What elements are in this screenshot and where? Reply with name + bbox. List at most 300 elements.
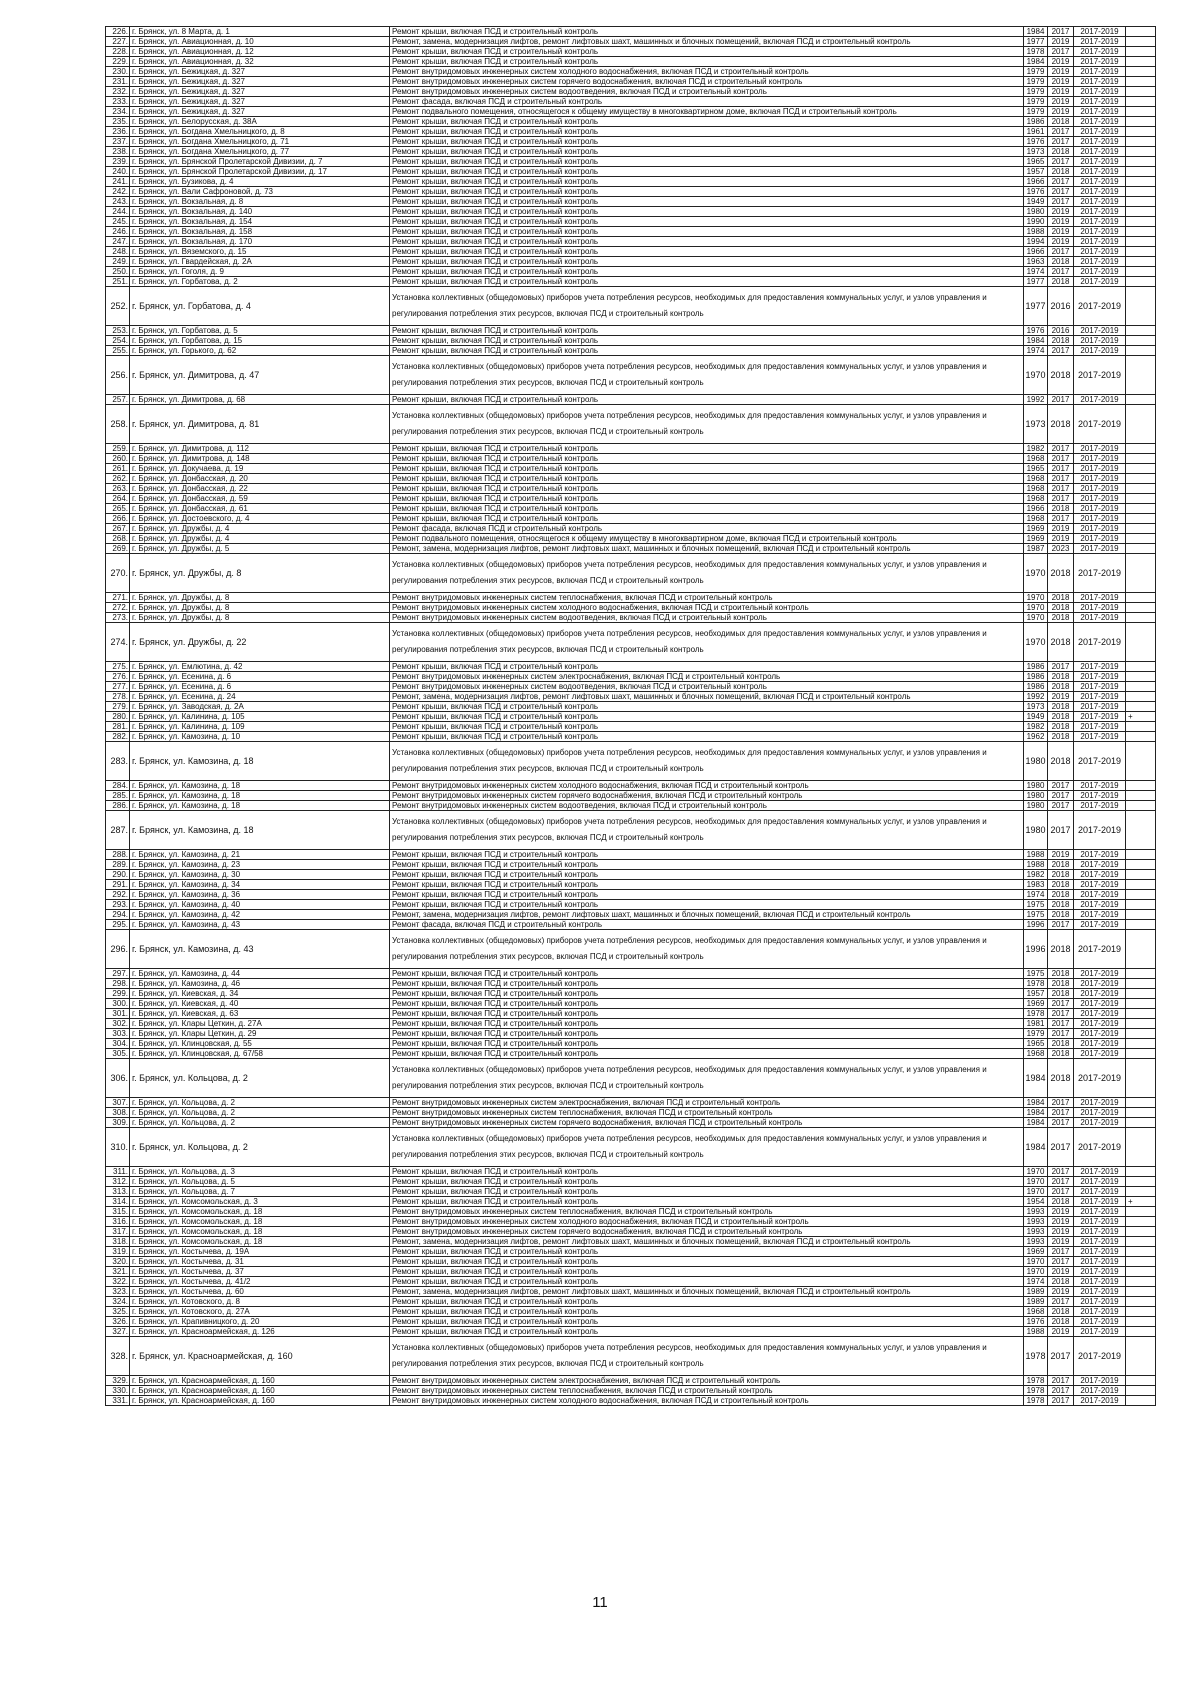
row-number: 252. — [106, 287, 130, 326]
address-cell: г. Брянск, ул. Кольцова, д. 7 — [130, 1187, 390, 1197]
work-type-cell: Ремонт крыши, включая ПСД и строительный контроль — [390, 1247, 1024, 1257]
planned-year-cell: 2017 — [1048, 1108, 1074, 1118]
program-period-cell: 2017-2019 — [1074, 524, 1126, 534]
address-cell: г. Брянск, ул. Комсомольская, д. 3 — [130, 1197, 390, 1207]
address-cell: г. Брянск, ул. Клары Цеткин, д. 29 — [130, 1029, 390, 1039]
row-number: 306. — [106, 1059, 130, 1098]
table-row — [106, 494, 1156, 504]
table-row — [106, 237, 1156, 247]
address-cell: г. Брянск, ул. Богдана Хмельницкого, д. 77 — [130, 147, 390, 157]
build-year-cell: 1970 — [1024, 1167, 1048, 1177]
planned-year-cell: 2019 — [1048, 97, 1074, 107]
work-type-cell: Ремонт внутридомовых инженерных систем электроснабжения, включая ПСД и строительный контроль — [390, 672, 1024, 682]
build-year-cell: 1978 — [1024, 1009, 1048, 1019]
program-period-cell: 2017-2019 — [1074, 37, 1126, 47]
planned-year-cell: 2017 — [1048, 999, 1074, 1009]
build-year-cell: 1966 — [1024, 504, 1048, 514]
build-year-cell: 1996 — [1024, 930, 1048, 969]
work-type-cell: Ремонт крыши, включая ПСД и строительный контроль — [390, 1297, 1024, 1307]
mark-cell — [1126, 593, 1156, 603]
table-row — [106, 1098, 1156, 1108]
table-row — [106, 227, 1156, 237]
work-type-cell: Ремонт крыши, включая ПСД и строительный контроль — [390, 147, 1024, 157]
row-number: 267. — [106, 524, 130, 534]
mark-cell — [1126, 207, 1156, 217]
work-type-cell: Ремонт крыши, включая ПСД и строительный контроль — [390, 267, 1024, 277]
planned-year-cell: 2018 — [1048, 257, 1074, 267]
work-type-cell: Ремонт крыши, включая ПСД и строительный контроль — [390, 137, 1024, 147]
build-year-cell: 1954 — [1024, 1197, 1048, 1207]
mark-cell — [1126, 870, 1156, 880]
mark-cell — [1126, 1396, 1156, 1406]
program-period-cell: 2017-2019 — [1074, 454, 1126, 464]
table-row — [106, 1019, 1156, 1029]
planned-year-cell: 2018 — [1048, 989, 1074, 999]
mark-cell — [1126, 217, 1156, 227]
planned-year-cell: 2018 — [1048, 167, 1074, 177]
planned-year-cell: 2017 — [1048, 1167, 1074, 1177]
row-number: 232. — [106, 87, 130, 97]
work-type-cell: Ремонт крыши, включая ПСД и строительный контроль — [390, 454, 1024, 464]
mark-cell — [1126, 554, 1156, 593]
planned-year-cell: 2017 — [1048, 464, 1074, 474]
table-row — [106, 920, 1156, 930]
build-year-cell: 1983 — [1024, 880, 1048, 890]
build-year-cell: 1993 — [1024, 1217, 1048, 1227]
address-cell: г. Брянск, ул. Дружбы, д. 4 — [130, 534, 390, 544]
work-type-cell: Ремонт внутридомовых инженерных систем электроснабжения, включая ПСД и строительный контроль — [390, 1376, 1024, 1386]
planned-year-cell: 2017 — [1048, 1396, 1074, 1406]
mark-cell — [1126, 267, 1156, 277]
row-number: 293. — [106, 900, 130, 910]
mark-cell — [1126, 177, 1156, 187]
build-year-cell: 1975 — [1024, 910, 1048, 920]
program-period-cell: 2017-2019 — [1074, 117, 1126, 127]
row-number: 316. — [106, 1217, 130, 1227]
mark-cell — [1126, 900, 1156, 910]
build-year-cell: 1994 — [1024, 237, 1048, 247]
planned-year-cell: 2018 — [1048, 870, 1074, 880]
program-period-cell: 2017-2019 — [1074, 1098, 1126, 1108]
mark-cell — [1126, 346, 1156, 356]
work-type-cell: Ремонт внутридомовых инженерных систем теплоснабжения, включая ПСД и строительный контроль — [390, 1207, 1024, 1217]
program-period-cell: 2017-2019 — [1074, 1396, 1126, 1406]
work-type-cell: Ремонт крыши, включая ПСД и строительный контроль — [390, 197, 1024, 207]
work-type-cell: Ремонт крыши, включая ПСД и строительный контроль — [390, 1307, 1024, 1317]
row-number: 295. — [106, 920, 130, 930]
work-type-cell: Ремонт крыши, включая ПСД и строительный контроль — [390, 860, 1024, 870]
table-row — [106, 1277, 1156, 1287]
program-period-cell: 2017-2019 — [1074, 672, 1126, 682]
address-cell: г. Брянск, ул. Бежицкая, д. 327 — [130, 97, 390, 107]
build-year-cell: 1969 — [1024, 534, 1048, 544]
mark-cell — [1126, 1217, 1156, 1227]
address-cell: г. Брянск, ул. Калинина, д. 105 — [130, 712, 390, 722]
mark-cell — [1126, 67, 1156, 77]
build-year-cell: 1970 — [1024, 1177, 1048, 1187]
program-period-cell: 2017-2019 — [1074, 1059, 1126, 1098]
planned-year-cell: 2017 — [1048, 1118, 1074, 1128]
program-period-cell: 2017-2019 — [1074, 910, 1126, 920]
work-type-cell: Установка коллективных (общедомовых) приборов учета потребления ресурсов, необходимых для предоставления коммунальных услуг, и узлов управления и регулирования потребления этих ресурсов, включая ПСД и строительный контроль — [390, 1337, 1024, 1376]
planned-year-cell: 2018 — [1048, 979, 1074, 989]
row-number: 247. — [106, 237, 130, 247]
program-period-cell: 2017-2019 — [1074, 107, 1126, 117]
address-cell: г. Брянск, ул. Богдана Хмельницкого, д. 71 — [130, 137, 390, 147]
register-table — [105, 26, 1156, 1406]
build-year-cell: 1988 — [1024, 227, 1048, 237]
row-number: 318. — [106, 1237, 130, 1247]
work-type-cell: Ремонт крыши, включая ПСД и строительный контроль — [390, 732, 1024, 742]
mark-cell — [1126, 1317, 1156, 1327]
work-type-cell: Ремонт внутридомовых инженерных систем электроснабжения, включая ПСД и строительный контроль — [390, 1098, 1024, 1108]
row-number: 308. — [106, 1108, 130, 1118]
mark-cell — [1126, 1327, 1156, 1337]
table-row — [106, 999, 1156, 1009]
table-row — [106, 37, 1156, 47]
program-period-cell: 2017-2019 — [1074, 247, 1126, 257]
address-cell: г. Брянск, ул. Авиационная, д. 12 — [130, 47, 390, 57]
planned-year-cell: 2017 — [1048, 662, 1074, 672]
address-cell: г. Брянск, ул. Дружбы, д. 22 — [130, 623, 390, 662]
work-type-cell: Ремонт крыши, включая ПСД и строительный контроль — [390, 177, 1024, 187]
address-cell: г. Брянск, ул. Димитрова, д. 112 — [130, 444, 390, 454]
address-cell: г. Брянск, ул. Кольцова, д. 2 — [130, 1128, 390, 1167]
address-cell: г. Брянск, ул. Донбасская, д. 22 — [130, 484, 390, 494]
register-table-container — [105, 26, 1155, 1406]
program-period-cell: 2017-2019 — [1074, 692, 1126, 702]
address-cell: г. Брянск, ул. Клинцовская, д. 55 — [130, 1039, 390, 1049]
row-number: 302. — [106, 1019, 130, 1029]
address-cell: г. Брянск, ул. Кольцова, д. 2 — [130, 1059, 390, 1098]
mark-cell — [1126, 1177, 1156, 1187]
address-cell: г. Брянск, ул. Крапивницкого, д. 20 — [130, 1317, 390, 1327]
mark-cell — [1126, 127, 1156, 137]
row-number: 312. — [106, 1177, 130, 1187]
work-type-cell: Установка коллективных (общедомовых) приборов учета потребления ресурсов, необходимых для предоставления коммунальных услуг, и узлов управления и регулирования потребления этих ресурсов, включая ПСД и строительный контроль — [390, 287, 1024, 326]
row-number: 258. — [106, 405, 130, 444]
row-number: 310. — [106, 1128, 130, 1167]
planned-year-cell: 2018 — [1048, 1317, 1074, 1327]
planned-year-cell: 2019 — [1048, 1217, 1074, 1227]
build-year-cell: 1970 — [1024, 613, 1048, 623]
address-cell: г. Брянск, ул. Есенина, д. 6 — [130, 682, 390, 692]
program-period-cell: 2017-2019 — [1074, 177, 1126, 187]
row-number: 296. — [106, 930, 130, 969]
program-period-cell: 2017-2019 — [1074, 920, 1126, 930]
row-number: 280. — [106, 712, 130, 722]
planned-year-cell: 2018 — [1048, 930, 1074, 969]
row-number: 274. — [106, 623, 130, 662]
row-number: 329. — [106, 1376, 130, 1386]
table-row — [106, 534, 1156, 544]
mark-cell — [1126, 1267, 1156, 1277]
build-year-cell: 1986 — [1024, 117, 1048, 127]
table-row — [106, 672, 1156, 682]
register-table-body — [106, 27, 1156, 1406]
table-row — [106, 930, 1156, 969]
table-row — [106, 544, 1156, 554]
build-year-cell: 1988 — [1024, 850, 1048, 860]
row-number: 305. — [106, 1049, 130, 1059]
address-cell: г. Брянск, ул. Брянской Пролетарской Дивизии, д. 17 — [130, 167, 390, 177]
mark-cell — [1126, 137, 1156, 147]
mark-cell — [1126, 227, 1156, 237]
planned-year-cell: 2017 — [1048, 801, 1074, 811]
mark-cell: + — [1126, 712, 1156, 722]
program-period-cell: 2017-2019 — [1074, 1337, 1126, 1376]
work-type-cell: Ремонт подвального помещения, относящегося к общему имуществу в многоквартирном доме, включая ПСД и строительный контроль — [390, 534, 1024, 544]
build-year-cell: 1957 — [1024, 989, 1048, 999]
work-type-cell: Ремонт крыши, включая ПСД и строительный контроль — [390, 57, 1024, 67]
program-period-cell: 2017-2019 — [1074, 1217, 1126, 1227]
build-year-cell: 1969 — [1024, 999, 1048, 1009]
table-row — [106, 157, 1156, 167]
program-period-cell: 2017-2019 — [1074, 1197, 1126, 1207]
address-cell: г. Брянск, ул. Вали Сафроновой, д. 73 — [130, 187, 390, 197]
work-type-cell: Ремонт крыши, включая ПСД и строительный контроль — [390, 1049, 1024, 1059]
program-period-cell: 2017-2019 — [1074, 712, 1126, 722]
work-type-cell: Ремонт крыши, включая ПСД и строительный контроль — [390, 346, 1024, 356]
row-number: 245. — [106, 217, 130, 227]
table-row — [106, 1177, 1156, 1187]
table-row — [106, 1059, 1156, 1098]
program-period-cell: 2017-2019 — [1074, 127, 1126, 137]
row-number: 255. — [106, 346, 130, 356]
work-type-cell: Ремонт крыши, включая ПСД и строительный контроль — [390, 1267, 1024, 1277]
build-year-cell: 1968 — [1024, 1307, 1048, 1317]
table-row — [106, 1197, 1156, 1207]
mark-cell — [1126, 534, 1156, 544]
row-number: 254. — [106, 336, 130, 346]
program-period-cell: 2017-2019 — [1074, 1029, 1126, 1039]
address-cell: г. Брянск, ул. Калинина, д. 109 — [130, 722, 390, 732]
table-row — [106, 781, 1156, 791]
table-row — [106, 454, 1156, 464]
table-row — [106, 969, 1156, 979]
mark-cell — [1126, 514, 1156, 524]
program-period-cell: 2017-2019 — [1074, 405, 1126, 444]
planned-year-cell: 2019 — [1048, 1327, 1074, 1337]
build-year-cell: 1975 — [1024, 969, 1048, 979]
planned-year-cell: 2019 — [1048, 67, 1074, 77]
address-cell: г. Брянск, ул. Заводская, д. 2А — [130, 702, 390, 712]
work-type-cell: Ремонт крыши, включая ПСД и строительный контроль — [390, 1327, 1024, 1337]
work-type-cell: Ремонт внутридомовых инженерных систем горячего водоснабжения, включая ПСД и строительный контроль — [390, 791, 1024, 801]
planned-year-cell: 2018 — [1048, 712, 1074, 722]
work-type-cell: Ремонт крыши, включая ПСД и строительный контроль — [390, 464, 1024, 474]
row-number: 326. — [106, 1317, 130, 1327]
planned-year-cell: 2017 — [1048, 157, 1074, 167]
mark-cell — [1126, 999, 1156, 1009]
row-number: 289. — [106, 860, 130, 870]
work-type-cell: Ремонт крыши, включая ПСД и строительный контроль — [390, 1039, 1024, 1049]
planned-year-cell: 2017 — [1048, 247, 1074, 257]
mark-cell — [1126, 356, 1156, 395]
mark-cell — [1126, 544, 1156, 554]
program-period-cell: 2017-2019 — [1074, 197, 1126, 207]
build-year-cell: 1990 — [1024, 217, 1048, 227]
row-number: 283. — [106, 742, 130, 781]
address-cell: г. Брянск, ул. Вокзальная, д. 140 — [130, 207, 390, 217]
table-row — [106, 67, 1156, 77]
mark-cell — [1126, 1297, 1156, 1307]
table-row — [106, 267, 1156, 277]
row-number: 287. — [106, 811, 130, 850]
table-row — [106, 167, 1156, 177]
build-year-cell: 1988 — [1024, 1327, 1048, 1337]
planned-year-cell: 2018 — [1048, 682, 1074, 692]
build-year-cell: 1984 — [1024, 1118, 1048, 1128]
row-number: 314. — [106, 1197, 130, 1207]
program-period-cell: 2017-2019 — [1074, 147, 1126, 157]
work-type-cell: Ремонт крыши, включая ПСД и строительный контроль — [390, 157, 1024, 167]
row-number: 278. — [106, 692, 130, 702]
work-type-cell: Ремонт крыши, включая ПСД и строительный контроль — [390, 227, 1024, 237]
row-number: 275. — [106, 662, 130, 672]
build-year-cell: 1980 — [1024, 742, 1048, 781]
build-year-cell: 1970 — [1024, 623, 1048, 662]
planned-year-cell: 2019 — [1048, 1227, 1074, 1237]
work-type-cell: Ремонт внутридомовых инженерных систем горячего водоснабжения, включая ПСД и строительный контроль — [390, 1118, 1024, 1128]
table-row — [106, 870, 1156, 880]
planned-year-cell: 2017 — [1048, 1187, 1074, 1197]
row-number: 268. — [106, 534, 130, 544]
build-year-cell: 1978 — [1024, 1396, 1048, 1406]
build-year-cell: 1982 — [1024, 722, 1048, 732]
row-number: 298. — [106, 979, 130, 989]
build-year-cell: 1976 — [1024, 1317, 1048, 1327]
table-row — [106, 1376, 1156, 1386]
row-number: 315. — [106, 1207, 130, 1217]
address-cell: г. Брянск, ул. Камозина, д. 18 — [130, 811, 390, 850]
planned-year-cell: 2017 — [1048, 137, 1074, 147]
work-type-cell: Ремонт фасада, включая ПСД и строительный контроль — [390, 920, 1024, 930]
planned-year-cell: 2018 — [1048, 1197, 1074, 1207]
table-row — [106, 801, 1156, 811]
row-number: 264. — [106, 494, 130, 504]
table-row — [106, 1237, 1156, 1247]
planned-year-cell: 2018 — [1048, 1049, 1074, 1059]
planned-year-cell: 2017 — [1048, 1247, 1074, 1257]
program-period-cell: 2017-2019 — [1074, 1009, 1126, 1019]
build-year-cell: 1993 — [1024, 1227, 1048, 1237]
row-number: 322. — [106, 1277, 130, 1287]
table-row — [106, 257, 1156, 267]
planned-year-cell: 2017 — [1048, 1177, 1074, 1187]
build-year-cell: 1965 — [1024, 464, 1048, 474]
work-type-cell: Ремонт крыши, включая ПСД и строительный контроль — [390, 1277, 1024, 1287]
planned-year-cell: 2019 — [1048, 850, 1074, 860]
program-period-cell: 2017-2019 — [1074, 930, 1126, 969]
row-number: 240. — [106, 167, 130, 177]
build-year-cell: 1978 — [1024, 47, 1048, 57]
work-type-cell: Ремонт внутридомовых инженерных систем холодного водоснабжения, включая ПСД и строительный контроль — [390, 1396, 1024, 1406]
mark-cell — [1126, 890, 1156, 900]
work-type-cell: Ремонт, замена, модернизация лифтов, ремонт лифтовых шахт, машинных и блочных помещений, включая ПСД и строительный контроль — [390, 1287, 1024, 1297]
table-row — [106, 1217, 1156, 1227]
build-year-cell: 1970 — [1024, 356, 1048, 395]
mark-cell — [1126, 1118, 1156, 1128]
work-type-cell: Ремонт крыши, включая ПСД и строительный контроль — [390, 1029, 1024, 1039]
address-cell: г. Брянск, ул. Бежицкая, д. 327 — [130, 67, 390, 77]
row-number: 307. — [106, 1098, 130, 1108]
mark-cell — [1126, 1128, 1156, 1167]
build-year-cell: 1992 — [1024, 692, 1048, 702]
table-row — [106, 989, 1156, 999]
program-period-cell: 2017-2019 — [1074, 1287, 1126, 1297]
build-year-cell: 1986 — [1024, 672, 1048, 682]
program-period-cell: 2017-2019 — [1074, 860, 1126, 870]
program-period-cell: 2017-2019 — [1074, 27, 1126, 37]
table-row — [106, 850, 1156, 860]
planned-year-cell: 2018 — [1048, 1277, 1074, 1287]
work-type-cell: Ремонт внутридомовых инженерных систем холодного водоснабжения, включая ПСД и строительный контроль — [390, 67, 1024, 77]
table-row — [106, 405, 1156, 444]
planned-year-cell: 2018 — [1048, 732, 1074, 742]
address-cell: г. Брянск, ул. Достоевского, д. 4 — [130, 514, 390, 524]
table-row — [106, 860, 1156, 870]
work-type-cell: Ремонт крыши, включая ПСД и строительный контроль — [390, 484, 1024, 494]
address-cell: г. Брянск, ул. Камозина, д. 18 — [130, 791, 390, 801]
program-period-cell: 2017-2019 — [1074, 207, 1126, 217]
program-period-cell: 2017-2019 — [1074, 1297, 1126, 1307]
program-period-cell: 2017-2019 — [1074, 137, 1126, 147]
planned-year-cell: 2019 — [1048, 57, 1074, 67]
table-row — [106, 147, 1156, 157]
table-row — [106, 722, 1156, 732]
row-number: 235. — [106, 117, 130, 127]
mark-cell — [1126, 1098, 1156, 1108]
work-type-cell: Ремонт крыши, включая ПСД и строительный контроль — [390, 217, 1024, 227]
address-cell: г. Брянск, ул. Горбатова, д. 2 — [130, 277, 390, 287]
build-year-cell: 1978 — [1024, 979, 1048, 989]
row-number: 226. — [106, 27, 130, 37]
mark-cell — [1126, 77, 1156, 87]
table-row — [106, 87, 1156, 97]
address-cell: г. Брянск, ул. Клинцовская, д. 67/58 — [130, 1049, 390, 1059]
program-period-cell: 2017-2019 — [1074, 484, 1126, 494]
work-type-cell: Ремонт внутридомовых инженерных систем водоотведения, включая ПСД и строительный контроль — [390, 682, 1024, 692]
build-year-cell: 1968 — [1024, 1049, 1048, 1059]
row-number: 319. — [106, 1247, 130, 1257]
build-year-cell: 1982 — [1024, 444, 1048, 454]
mark-cell — [1126, 1386, 1156, 1396]
planned-year-cell: 2018 — [1048, 742, 1074, 781]
build-year-cell: 1979 — [1024, 1029, 1048, 1039]
address-cell: г. Брянск, ул. Вокзальная, д. 158 — [130, 227, 390, 237]
mark-cell — [1126, 702, 1156, 712]
row-number: 304. — [106, 1039, 130, 1049]
program-period-cell: 2017-2019 — [1074, 1267, 1126, 1277]
work-type-cell: Ремонт крыши, включая ПСД и строительный контроль — [390, 207, 1024, 217]
mark-cell — [1126, 1039, 1156, 1049]
mark-cell — [1126, 336, 1156, 346]
row-number: 259. — [106, 444, 130, 454]
address-cell: г. Брянск, ул. Красноармейская, д. 160 — [130, 1337, 390, 1376]
work-type-cell: Ремонт крыши, включая ПСД и строительный контроль — [390, 722, 1024, 732]
build-year-cell: 1984 — [1024, 336, 1048, 346]
table-row — [106, 1029, 1156, 1039]
mark-cell — [1126, 1247, 1156, 1257]
work-type-cell: Ремонт внутридомовых инженерных систем водоотведения, включая ПСД и строительный контроль — [390, 801, 1024, 811]
table-row — [106, 395, 1156, 405]
row-number: 239. — [106, 157, 130, 167]
table-row — [106, 979, 1156, 989]
program-period-cell: 2017-2019 — [1074, 267, 1126, 277]
planned-year-cell: 2017 — [1048, 444, 1074, 454]
table-row — [106, 77, 1156, 87]
